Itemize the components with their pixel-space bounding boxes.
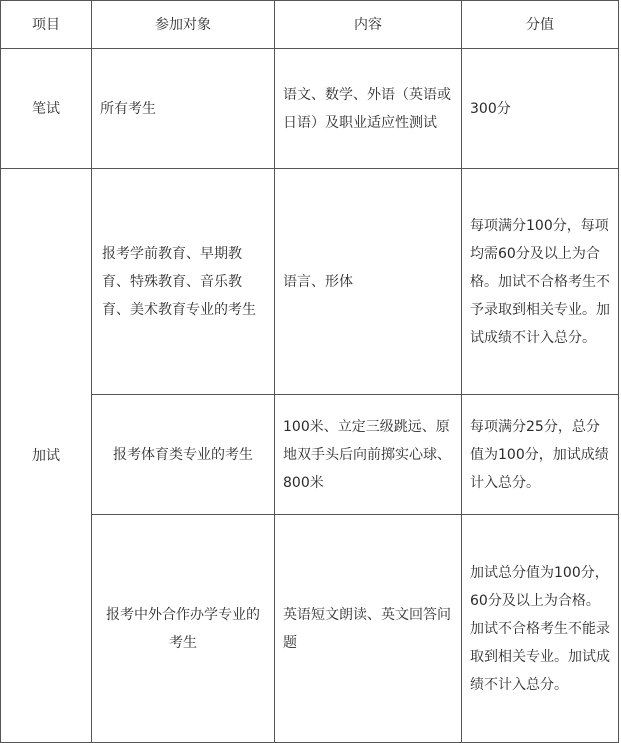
table-row bbox=[1, 515, 619, 743]
sino-foreign-target: 报考中外合作办学专业的考生 bbox=[92, 515, 275, 743]
preschool-score: 每项满分100分，每项均需60分及以上为合格。加试不合格考生不予录取到相关专业。加试成绩不计入总分。 bbox=[462, 169, 619, 395]
header-content: 内容 bbox=[275, 1, 462, 49]
header-target: 参加对象 bbox=[92, 1, 275, 49]
preschool-target: 报考学前教育、早期教育、特殊教育、音乐教育、美术教育专业的考生 bbox=[92, 169, 275, 395]
preschool-content: 语言、形体 bbox=[275, 169, 462, 395]
table-header-row bbox=[1, 1, 619, 49]
pe-content: 100米、立定三级跳远、原地双手头后向前掷实心球、800米 bbox=[275, 395, 462, 515]
written-content: 语文、数学、外语（英语或日语）及职业适应性测试 bbox=[275, 49, 462, 169]
table-row bbox=[1, 169, 619, 395]
header-item: 项目 bbox=[1, 1, 92, 49]
header-score: 分值 bbox=[462, 1, 619, 49]
sino-foreign-score: 加试总分值为100分，60分及以上为合格。加试不合格考生不能录取到相关专业。加试成绩不计入总分。 bbox=[462, 515, 619, 743]
sino-foreign-content: 英语短文朗读、英文回答问题 bbox=[275, 515, 462, 743]
written-target: 所有考生 bbox=[92, 49, 275, 169]
table-row bbox=[1, 49, 619, 169]
table-row bbox=[1, 395, 619, 515]
pe-target: 报考体育类专业的考生 bbox=[92, 395, 275, 515]
pe-score: 每项满分25分，总分值为100分，加试成绩计入总分。 bbox=[462, 395, 619, 515]
additional-item: 加试 bbox=[1, 169, 92, 743]
written-score: 300分 bbox=[462, 49, 619, 169]
written-item: 笔试 bbox=[1, 49, 92, 169]
